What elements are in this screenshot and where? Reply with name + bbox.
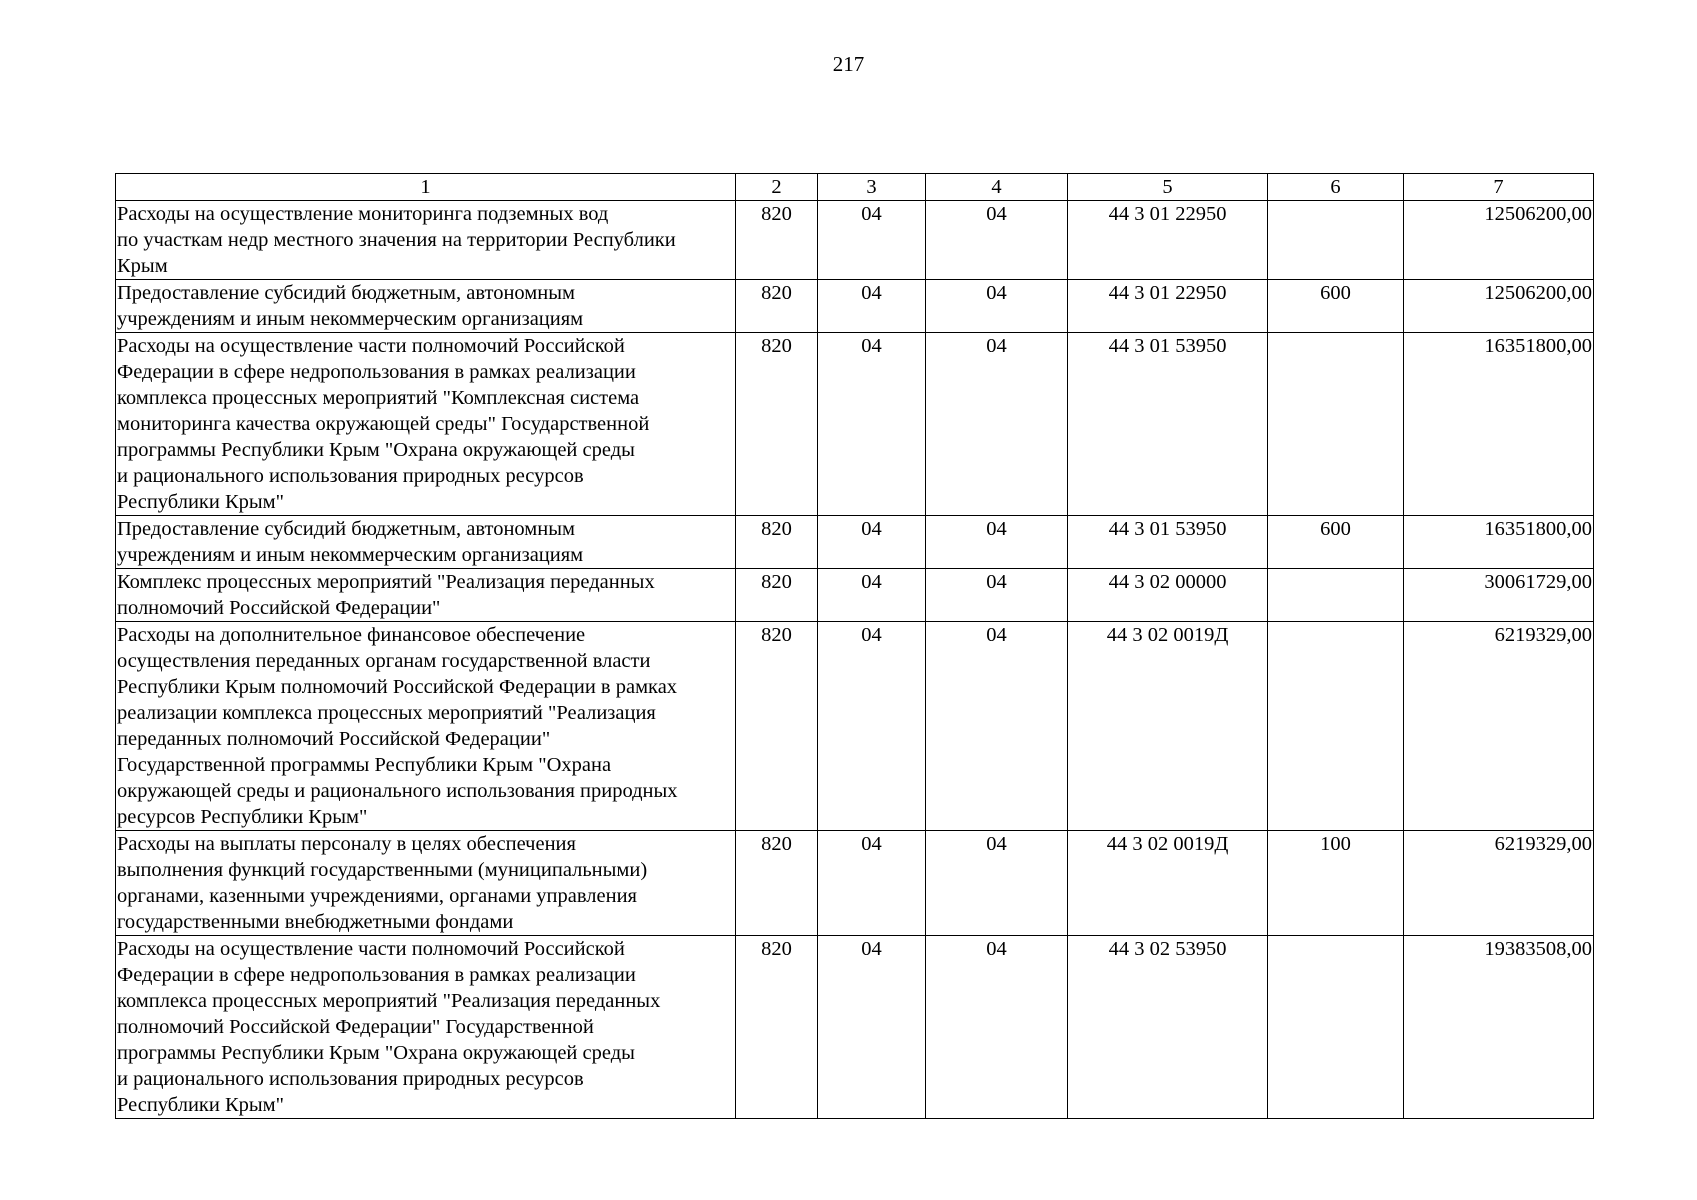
target-article-cell: 44 3 02 0019Д	[1068, 622, 1268, 831]
target-article-cell: 44 3 01 22950	[1068, 201, 1268, 280]
section-code-cell: 04	[818, 622, 926, 831]
table-row	[116, 936, 1594, 1119]
target-article-cell: 44 3 02 00000	[1068, 569, 1268, 622]
amount-cell: 19383508,00	[1404, 936, 1594, 1119]
table-row	[116, 622, 1594, 831]
subsection-code-cell: 04	[926, 569, 1068, 622]
expense-type-cell: 600	[1268, 516, 1404, 569]
expense-type-cell: 100	[1268, 831, 1404, 936]
column-header-3: 3	[818, 174, 926, 201]
column-header-4: 4	[926, 174, 1068, 201]
column-header-1: 1	[116, 174, 736, 201]
expense-name-cell: Предоставление субсидий бюджетным, автономным учреждениям и иным некоммерческим организациям	[116, 516, 736, 569]
table-row	[116, 569, 1594, 622]
amount-cell: 12506200,00	[1404, 280, 1594, 333]
amount-cell: 6219329,00	[1404, 831, 1594, 936]
target-article-cell: 44 3 01 22950	[1068, 280, 1268, 333]
table-row	[116, 201, 1594, 280]
expense-name-cell: Расходы на осуществление части полномочий Российской Федерации в сфере недропользования в рамках реализации комплекса процессных мероприятий "Комплексная система мониторинга качества окружающей среды" Государственной программы Республики Крым "Охрана окружающей среды и рационального использования природных ресурсов Республики Крым"	[116, 333, 736, 516]
table-row	[116, 333, 1594, 516]
column-header-5: 5	[1068, 174, 1268, 201]
column-header-2: 2	[736, 174, 818, 201]
section-code-cell: 04	[818, 201, 926, 280]
subsection-code-cell: 04	[926, 333, 1068, 516]
target-article-cell: 44 3 02 53950	[1068, 936, 1268, 1119]
ministry-code-cell: 820	[736, 280, 818, 333]
expense-type-cell	[1268, 333, 1404, 516]
ministry-code-cell: 820	[736, 936, 818, 1119]
column-header-7: 7	[1404, 174, 1594, 201]
section-code-cell: 04	[818, 831, 926, 936]
section-code-cell: 04	[818, 516, 926, 569]
subsection-code-cell: 04	[926, 936, 1068, 1119]
expense-name-cell: Комплекс процессных мероприятий "Реализация переданных полномочий Российской Федерации"	[116, 569, 736, 622]
subsection-code-cell: 04	[926, 201, 1068, 280]
ministry-code-cell: 820	[736, 569, 818, 622]
ministry-code-cell: 820	[736, 831, 818, 936]
amount-cell: 12506200,00	[1404, 201, 1594, 280]
expense-type-cell	[1268, 201, 1404, 280]
target-article-cell: 44 3 01 53950	[1068, 333, 1268, 516]
target-article-cell: 44 3 01 53950	[1068, 516, 1268, 569]
amount-cell: 6219329,00	[1404, 622, 1594, 831]
expense-type-cell	[1268, 622, 1404, 831]
amount-cell: 30061729,00	[1404, 569, 1594, 622]
table-row	[116, 831, 1594, 936]
section-code-cell: 04	[818, 569, 926, 622]
subsection-code-cell: 04	[926, 831, 1068, 936]
page-number: 217	[832, 52, 865, 76]
subsection-code-cell: 04	[926, 516, 1068, 569]
table-row	[116, 516, 1594, 569]
expense-name-cell: Расходы на дополнительное финансовое обеспечение осуществления переданных органам государственной власти Республики Крым полномочий Российской Федерации в рамках реализации комплекса процессных мероприятий "Реализация переданных полномочий Российской Федерации" Государственной программы Республики Крым "Охрана окружающей среды и рационального использования природных ресурсов Республики Крым"	[116, 622, 736, 831]
column-header-6: 6	[1268, 174, 1404, 201]
expense-type-cell	[1268, 569, 1404, 622]
ministry-code-cell: 820	[736, 201, 818, 280]
subsection-code-cell: 04	[926, 280, 1068, 333]
table-row	[116, 280, 1594, 333]
ministry-code-cell: 820	[736, 516, 818, 569]
amount-cell: 16351800,00	[1404, 516, 1594, 569]
ministry-code-cell: 820	[736, 333, 818, 516]
expense-name-cell: Расходы на выплаты персоналу в целях обеспечения выполнения функций государственными (муниципальными) органами, казенными учреждениями, органами управления государственными внебюджетными фондами	[116, 831, 736, 936]
header-row	[116, 174, 1594, 201]
expense-name-cell: Расходы на осуществление мониторинга подземных вод по участкам недр местного значения на территории Республики Крым	[116, 201, 736, 280]
target-article-cell: 44 3 02 0019Д	[1068, 831, 1268, 936]
subsection-code-cell: 04	[926, 622, 1068, 831]
ministry-code-cell: 820	[736, 622, 818, 831]
section-code-cell: 04	[818, 936, 926, 1119]
section-code-cell: 04	[818, 333, 926, 516]
expense-name-cell: Предоставление субсидий бюджетным, автономным учреждениям и иным некоммерческим организациям	[116, 280, 736, 333]
expense-name-cell: Расходы на осуществление части полномочий Российской Федерации в сфере недропользования в рамках реализации комплекса процессных мероприятий "Реализация переданных полномочий Российской Федерации" Государственной программы Республики Крым "Охрана окружающей среды и рационального использования природных ресурсов Республики Крым"	[116, 936, 736, 1119]
expense-type-cell: 600	[1268, 280, 1404, 333]
budget-table	[115, 173, 1594, 1119]
amount-cell: 16351800,00	[1404, 333, 1594, 516]
expense-type-cell	[1268, 936, 1404, 1119]
section-code-cell: 04	[818, 280, 926, 333]
